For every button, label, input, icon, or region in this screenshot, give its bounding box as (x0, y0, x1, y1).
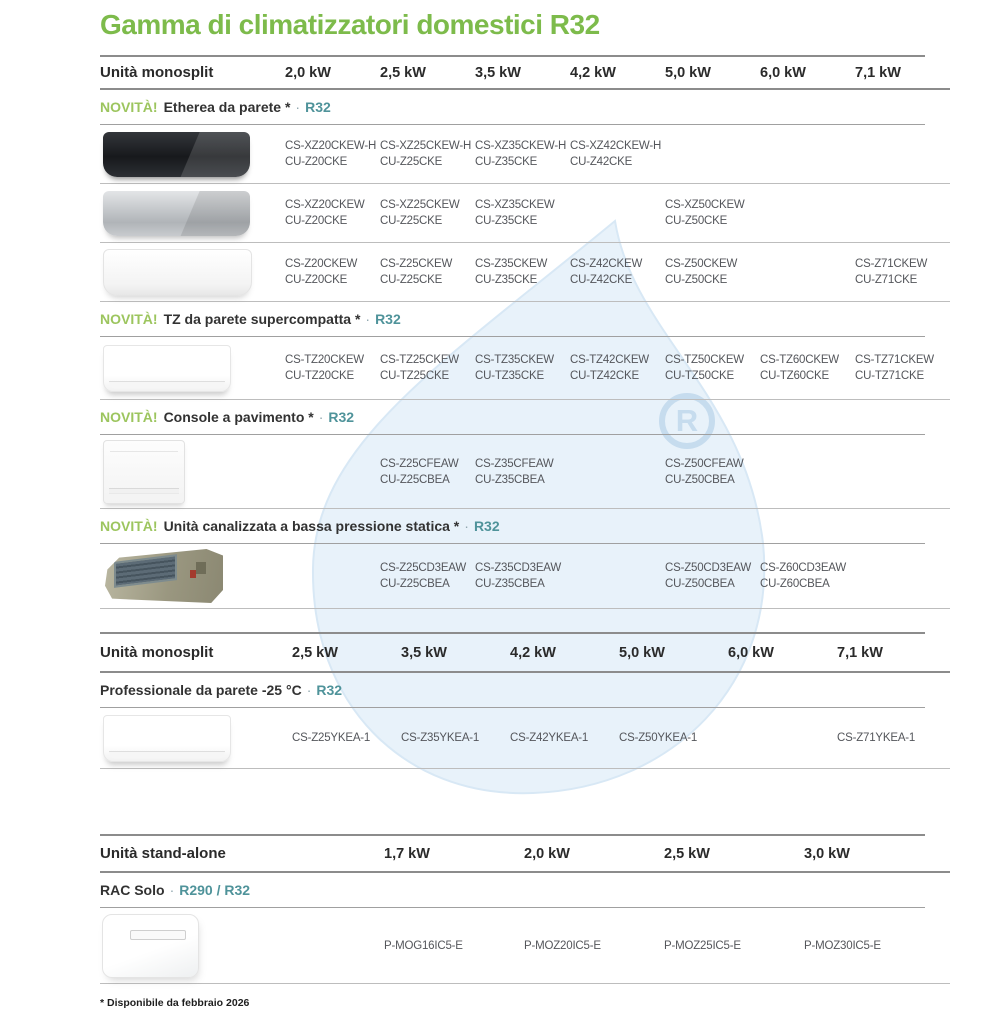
product-row (100, 243, 950, 302)
model-code-cell (475, 256, 570, 288)
model-code-cell (475, 456, 570, 488)
model-code-cell (475, 197, 570, 229)
model-code-cell (570, 138, 665, 170)
novita-badge: NOVITÀ! (100, 311, 158, 327)
indoor-unit-code: CS-XZ50CKEW (665, 199, 745, 211)
indoor-unit-code: CS-XZ20CKEW (285, 199, 365, 211)
indoor-unit-code: CS-TZ35CKEW (475, 354, 554, 366)
product-image-cell (100, 345, 285, 392)
indoor-unit-code: CS-Z71YKEA-1 (837, 732, 916, 744)
product-image-cell (100, 549, 285, 603)
outdoor-unit-code: CU-Z42CKE (570, 274, 633, 286)
product-image-cell (100, 440, 285, 504)
indoor-unit-code: CS-TZ42CKEW (570, 354, 649, 366)
section-separator: · (365, 311, 371, 327)
indoor-unit-code: P-MOZ25IC5-E (664, 939, 741, 952)
table-header-label: Unità stand-alone (100, 845, 226, 862)
model-code-cell (760, 352, 855, 384)
model-code-cell (475, 138, 570, 170)
outdoor-unit-code: CU-Z71CKE (855, 274, 918, 286)
outdoor-unit-code: CU-TZ50CKE (665, 370, 734, 382)
outdoor-unit-code: CU-Z25CKE (380, 215, 443, 227)
outdoor-unit-code: CU-TZ71CKE (855, 370, 924, 382)
model-code-cell (380, 352, 475, 384)
section-separator: · (169, 882, 175, 898)
outdoor-unit-code: CU-Z25CKE (380, 156, 443, 168)
section-name: TZ da parete supercompatta * (163, 311, 361, 327)
catalog-content (100, 0, 934, 1009)
indoor-unit-code: CS-Z50CD3EAW (665, 562, 751, 574)
table-header-row (100, 836, 950, 873)
indoor-unit-code: CS-Z35CFEAW (475, 457, 554, 470)
kw-column-header: 4,2 kW (570, 64, 616, 81)
outdoor-unit-code: CU-Z35CKE (475, 215, 538, 227)
model-code-cell (855, 352, 950, 384)
section-header (100, 509, 925, 544)
indoor-unit-code: CS-Z35CD3EAW (475, 562, 561, 574)
section-header (100, 90, 925, 125)
table-gap (100, 609, 925, 634)
indoor-unit-code: CS-XZ35CKEW (475, 199, 555, 211)
kw-column-header: 3,0 kW (804, 845, 850, 862)
model-code-cell (384, 938, 524, 954)
kw-column-header: 2,0 kW (285, 64, 331, 81)
product-tables (100, 57, 934, 984)
kw-column-header: 3,5 kW (401, 644, 447, 661)
product-image-cell (100, 715, 292, 762)
indoor-unit-code: CS-TZ71CKEW (855, 354, 934, 366)
kw-column-header: 2,5 kW (664, 845, 710, 862)
availability-footnote: * Disponibile da febbraio 2026 (100, 997, 250, 1009)
kw-column-header: 5,0 kW (619, 644, 665, 661)
registered-trademark-icon: R (659, 393, 715, 449)
product-row (100, 184, 950, 243)
model-code-cell (804, 938, 944, 954)
model-code-cell (665, 352, 760, 384)
ducted-unit-image (105, 549, 223, 603)
model-code-cell (380, 138, 475, 170)
section-name: RAC Solo (100, 882, 165, 898)
model-code-cell (524, 938, 664, 954)
refrigerant-label: R32 (375, 311, 401, 327)
kw-column-header: 7,1 kW (837, 644, 883, 661)
outdoor-unit-code: CU-Z25CKE (380, 274, 443, 286)
product-row (100, 337, 950, 400)
table-header-label: Unità monosplit (100, 64, 214, 81)
indoor-unit-code: CS-Z50CKEW (665, 258, 738, 270)
table-header-row (100, 634, 950, 673)
kw-column-header: 6,0 kW (728, 644, 774, 661)
indoor-unit-code: CS-Z25CFEAW (380, 457, 459, 470)
model-code-cell (855, 256, 950, 288)
kw-column-header: 4,2 kW (510, 644, 556, 661)
novita-badge: NOVITÀ! (100, 409, 158, 425)
model-code-cell (570, 256, 665, 288)
outdoor-unit-code: CU-Z20CKE (285, 215, 348, 227)
etherea-wall-unit-graphite-image (103, 132, 250, 177)
product-row (100, 708, 950, 769)
section-separator: · (318, 409, 324, 425)
section-header (100, 673, 925, 708)
model-code-cell (292, 730, 401, 746)
section-name: Console a pavimento * (163, 409, 314, 425)
model-code-cell (665, 456, 760, 488)
outdoor-unit-code: CU-Z50CKE (665, 215, 728, 227)
section-name: Professionale da parete -25 °C (100, 682, 302, 698)
section-header (100, 302, 925, 337)
indoor-unit-code: CS-Z35CKEW (475, 258, 548, 270)
indoor-unit-code: CS-Z20CKEW (285, 258, 358, 270)
section-separator: · (464, 518, 469, 534)
outdoor-unit-code: CU-Z42CKE (570, 156, 633, 168)
outdoor-unit-code: CU-Z20CKE (285, 156, 348, 168)
indoor-unit-code: CS-XZ25CKEW-H (380, 140, 472, 152)
indoor-unit-code: CS-TZ20CKEW (285, 354, 364, 366)
product-image-cell (100, 249, 285, 296)
kw-column-header: 2,5 kW (380, 64, 426, 81)
refrigerant-label: R32 (305, 99, 331, 115)
indoor-unit-code: CS-XZ20CKEW-H (285, 140, 377, 152)
indoor-unit-code: CS-Z25CD3EAW (380, 562, 466, 574)
model-code-cell (665, 560, 760, 592)
section-name: Unità canalizzata a bassa pressione statica * (163, 518, 460, 534)
model-code-cell (510, 730, 619, 746)
model-code-cell (664, 938, 804, 954)
table-header-row (100, 57, 950, 90)
model-code-cell (570, 352, 665, 384)
kw-column-header: 5,0 kW (665, 64, 711, 81)
model-code-cell (285, 138, 380, 170)
model-code-cell (475, 352, 570, 384)
product-image-cell (100, 132, 285, 177)
indoor-unit-code: CS-Z50CFEAW (665, 457, 744, 470)
indoor-unit-code: CS-Z71CKEW (855, 258, 928, 270)
indoor-unit-code: CS-Z35YKEA-1 (401, 732, 480, 744)
kw-column-header: 6,0 kW (760, 64, 806, 81)
indoor-unit-code: CS-Z25YKEA-1 (292, 732, 371, 744)
indoor-unit-code: P-MOZ20IC5-E (524, 939, 601, 952)
indoor-unit-code: CS-Z50YKEA-1 (619, 732, 698, 744)
outdoor-unit-code: CU-Z35CBEA (475, 578, 545, 590)
indoor-unit-code: CS-TZ60CKEW (760, 354, 839, 366)
indoor-unit-code: CS-Z60CD3EAW (760, 562, 846, 574)
section-header (100, 400, 925, 435)
product-row (100, 544, 950, 609)
outdoor-unit-code: CU-TZ35CKE (475, 370, 544, 382)
outdoor-unit-code: CU-TZ42CKE (570, 370, 639, 382)
indoor-unit-code: CS-TZ50CKEW (665, 354, 744, 366)
console-floor-unit-white-image (103, 440, 185, 504)
model-code-cell (665, 256, 760, 288)
refrigerant-label: R290 / R32 (179, 882, 251, 898)
tz-wall-unit-white-image (103, 345, 231, 392)
outdoor-unit-code: CU-TZ25CKE (380, 370, 449, 382)
section-header (100, 873, 925, 908)
novita-badge: NOVITÀ! (100, 518, 158, 534)
model-code-cell (380, 197, 475, 229)
indoor-unit-code: P-MOG16IC5-E (384, 939, 463, 952)
model-code-cell (665, 197, 760, 229)
indoor-unit-code: CS-XZ25CKEW (380, 199, 460, 211)
model-code-cell (380, 560, 475, 592)
section-name: Etherea da parete * (163, 99, 291, 115)
model-code-cell (285, 352, 380, 384)
model-code-cell (380, 456, 475, 488)
outdoor-unit-code: CU-Z35CKE (475, 156, 538, 168)
kw-column-header: 3,5 kW (475, 64, 521, 81)
indoor-unit-code: CS-Z42YKEA-1 (510, 732, 589, 744)
indoor-unit-code: CS-Z25CKEW (380, 258, 453, 270)
professional-wall-unit-white-image (103, 715, 231, 762)
table-header-label: Unità monosplit (100, 644, 214, 661)
model-code-cell (401, 730, 510, 746)
indoor-unit-code: CS-Z42CKEW (570, 258, 643, 270)
refrigerant-label: R32 (328, 409, 355, 425)
kw-column-header: 7,1 kW (855, 64, 901, 81)
model-code-cell (380, 256, 475, 288)
indoor-unit-code: CS-XZ42CKEW-H (570, 140, 662, 152)
kw-column-header: 1,7 kW (384, 845, 430, 862)
kw-column-header: 2,0 kW (524, 845, 570, 862)
outdoor-unit-code: CU-TZ60CKE (760, 370, 829, 382)
indoor-unit-code: P-MOZ30IC5-E (804, 939, 881, 952)
outdoor-unit-code: CU-Z20CKE (285, 274, 348, 286)
table-gap (100, 769, 925, 836)
etherea-wall-unit-white-image (103, 249, 252, 296)
model-code-cell (285, 197, 380, 229)
outdoor-unit-code: CU-Z50CBEA (665, 578, 735, 590)
model-code-cell (760, 560, 855, 592)
model-code-cell (475, 560, 570, 592)
rac-solo-unit-white-image (102, 914, 199, 978)
page-title: Gamma di climatizzatori domestici R32 (100, 0, 925, 57)
section-separator: · (295, 99, 301, 115)
product-image-cell (100, 914, 384, 978)
indoor-unit-code: CS-XZ35CKEW-H (475, 140, 567, 152)
product-row (100, 435, 950, 509)
outdoor-unit-code: CU-Z35CBEA (475, 473, 545, 486)
kw-column-header: 2,5 kW (292, 644, 338, 661)
outdoor-unit-code: CU-Z25CBEA (380, 473, 450, 486)
model-code-cell (837, 730, 946, 746)
model-code-cell (619, 730, 728, 746)
outdoor-unit-code: CU-Z35CKE (475, 274, 538, 286)
refrigerant-label: R32 (316, 682, 343, 698)
refrigerant-label: R32 (473, 518, 500, 534)
outdoor-unit-code: CU-Z60CBEA (760, 578, 830, 590)
model-code-cell (285, 256, 380, 288)
product-row (100, 125, 950, 184)
product-image-cell (100, 191, 285, 236)
indoor-unit-code: CS-TZ25CKEW (380, 354, 459, 366)
outdoor-unit-code: CU-Z50CBEA (665, 473, 735, 486)
outdoor-unit-code: CU-Z50CKE (665, 274, 728, 286)
novita-badge: NOVITÀ! (100, 99, 158, 115)
etherea-wall-unit-silver-image (103, 191, 250, 236)
outdoor-unit-code: CU-TZ20CKE (285, 370, 354, 382)
outdoor-unit-code: CU-Z25CBEA (380, 578, 450, 590)
product-row (100, 908, 950, 984)
section-separator: · (306, 682, 312, 698)
